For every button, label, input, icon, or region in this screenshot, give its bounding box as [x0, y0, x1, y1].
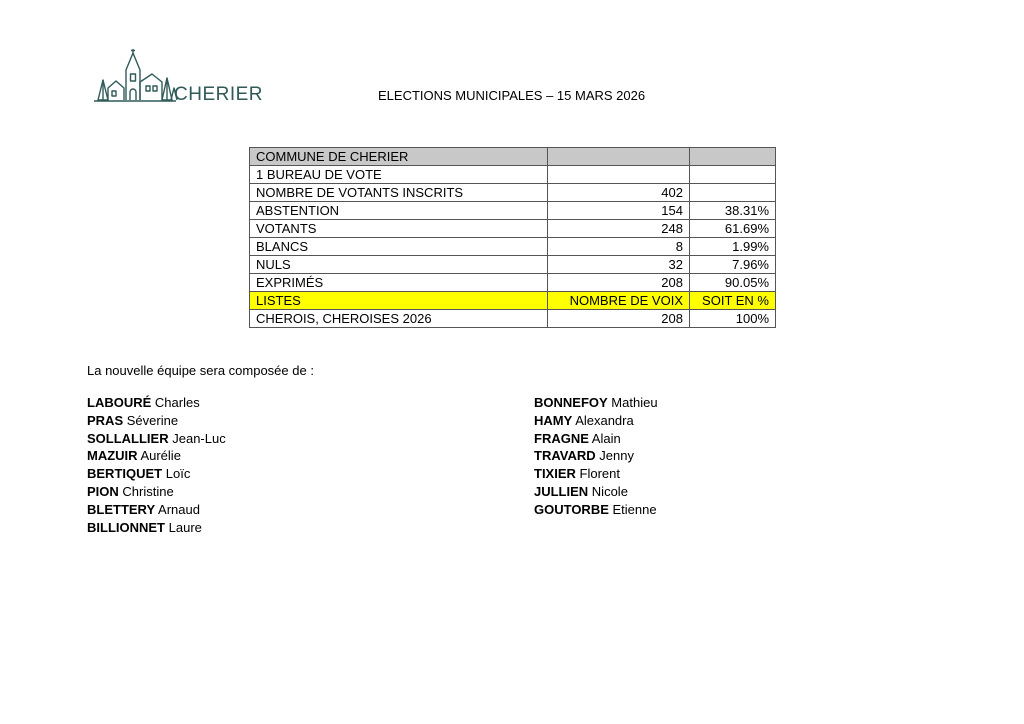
row-value: NOMBRE DE VOIX [548, 292, 690, 310]
table-row [250, 202, 776, 220]
list-item [87, 483, 226, 501]
row-value [548, 148, 690, 166]
table-row [250, 148, 776, 166]
member-first-name: Loïc [165, 466, 191, 482]
list-item [87, 465, 226, 483]
list-item [534, 501, 658, 519]
row-label: 1 BUREAU DE VOTE [250, 166, 548, 184]
row-percent: 100% [690, 310, 776, 328]
row-value: 402 [548, 184, 690, 202]
member-last-name: GOUTORBE [534, 501, 609, 517]
row-label: VOTANTS [250, 220, 548, 238]
member-last-name: TIXIER [534, 466, 576, 482]
row-value: 208 [548, 310, 690, 328]
member-first-name: Alexandra [575, 412, 634, 428]
list-item [87, 394, 226, 412]
member-first-name: Florent [579, 466, 620, 482]
row-label: EXPRIMÉS [250, 274, 548, 292]
list-item [87, 430, 226, 448]
village-logo [92, 48, 262, 108]
row-label: ABSTENTION [250, 202, 548, 220]
member-last-name: BLETTERY [87, 501, 156, 517]
row-label: NULS [250, 256, 548, 274]
member-last-name: LABOURÉ [87, 395, 152, 410]
row-label: COMMUNE DE CHERIER [250, 148, 548, 166]
row-value: 248 [548, 220, 690, 238]
list-item [87, 447, 226, 465]
row-value: 208 [548, 274, 690, 292]
member-last-name: MAZUIR [87, 448, 138, 464]
member-last-name: BILLIONNET [87, 519, 165, 535]
row-percent: 1.99% [690, 238, 776, 256]
member-first-name: Christine [122, 483, 174, 499]
table-row [250, 220, 776, 238]
row-value: 8 [548, 238, 690, 256]
row-value: 154 [548, 202, 690, 220]
list-item [534, 412, 658, 430]
member-last-name: BONNEFOY [534, 395, 608, 410]
member-first-name: Séverine [126, 412, 179, 428]
member-first-name: Arnaud [158, 501, 200, 517]
row-percent: 90.05% [690, 274, 776, 292]
row-label: CHEROIS, CHEROISES 2026 [250, 310, 548, 328]
member-first-name: Laure [168, 519, 202, 535]
logo-text: CHERIER [174, 84, 264, 105]
row-percent: 61.69% [690, 220, 776, 238]
list-item [534, 447, 658, 465]
row-label: BLANCS [250, 238, 548, 256]
member-last-name: BERTIQUET [87, 466, 163, 482]
table-row [250, 184, 776, 202]
list-item [87, 501, 226, 519]
member-first-name: Charles [154, 395, 200, 410]
member-first-name: Etienne [612, 501, 657, 517]
table-row [250, 166, 776, 184]
village-church-icon [92, 48, 178, 106]
member-last-name: SOLLALLIER [87, 430, 169, 446]
row-value: 32 [548, 256, 690, 274]
member-first-name: Jenny [599, 448, 634, 464]
member-last-name: PRAS [87, 412, 124, 428]
member-first-name: Nicole [591, 483, 628, 499]
page-title: ELECTIONS MUNICIPALES – 15 MARS 2026 [378, 88, 646, 103]
list-item [87, 412, 226, 430]
row-percent [690, 148, 776, 166]
list-item [534, 430, 658, 448]
member-first-name: Jean-Luc [172, 430, 226, 446]
member-last-name: FRAGNE [534, 430, 589, 446]
team-intro: La nouvelle équipe sera composée de : [87, 363, 314, 378]
list-item [87, 519, 226, 537]
member-first-name: Alain [591, 430, 621, 446]
row-label: LISTES [250, 292, 548, 310]
member-last-name: TRAVARD [534, 448, 596, 464]
table-row [250, 310, 776, 328]
row-label: NOMBRE DE VOTANTS INSCRITS [250, 184, 548, 202]
member-last-name: JULLIEN [534, 483, 589, 499]
member-last-name: HAMY [534, 412, 573, 428]
member-first-name: Mathieu [611, 395, 658, 410]
row-percent [690, 166, 776, 184]
row-percent: 7.96% [690, 256, 776, 274]
members-list-right [534, 394, 658, 519]
list-item [534, 483, 658, 501]
table-row [250, 256, 776, 274]
row-percent: SOIT EN % [690, 292, 776, 310]
results-table [249, 147, 776, 328]
members-list-left [87, 394, 226, 536]
list-item [534, 465, 658, 483]
table-row [250, 238, 776, 256]
row-percent [690, 184, 776, 202]
row-value [548, 166, 690, 184]
list-item [534, 394, 658, 412]
member-last-name: PION [87, 483, 119, 499]
table-row [250, 292, 776, 310]
table-row [250, 274, 776, 292]
member-first-name: Aurélie [140, 448, 181, 464]
row-percent: 38.31% [690, 202, 776, 220]
